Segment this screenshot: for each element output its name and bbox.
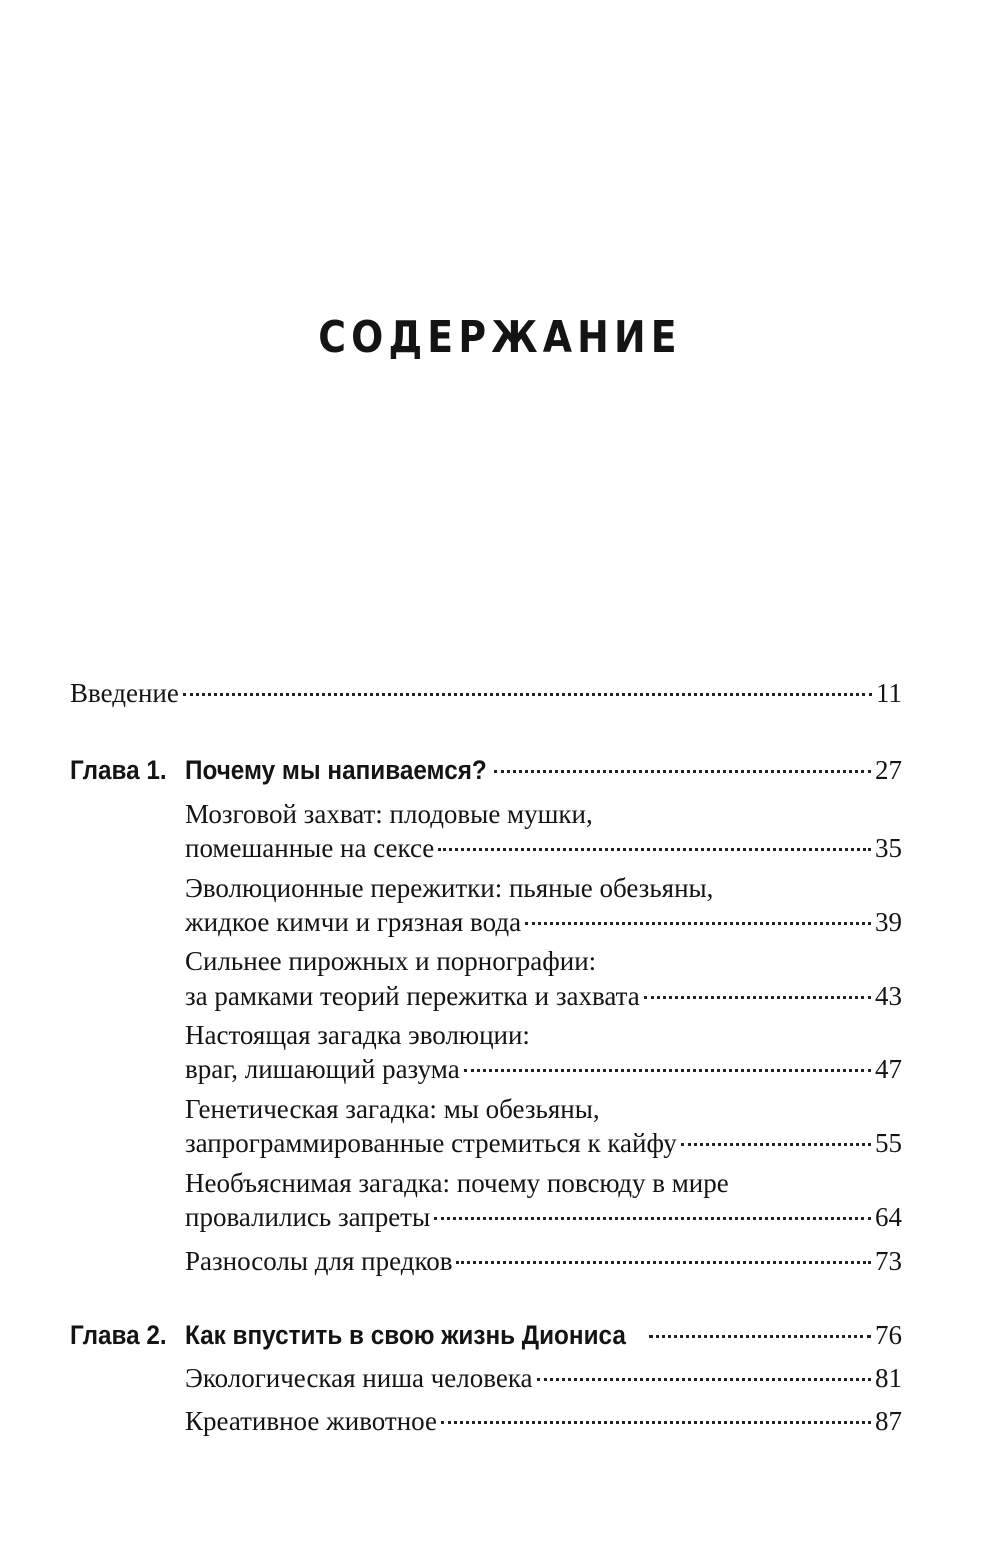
toc-entry-title: Введение (70, 678, 179, 708)
leader-dots (434, 1217, 871, 1220)
leader-dots (494, 770, 871, 773)
chapter-label: Глава 2. (70, 1320, 167, 1350)
section-page: 87 (875, 1406, 902, 1436)
section-title: помешанные на сексе (185, 833, 435, 863)
section-page: 47 (875, 1054, 902, 1084)
page-title: СОДЕРЖАНИЕ (318, 312, 682, 363)
leader-dots (183, 693, 872, 696)
section-title: жидкое кимчи и грязная вода (185, 907, 522, 937)
section-title: Настоящая загадка эволюции: (185, 1020, 530, 1050)
section-title: Эволюционные пережитки: пьяные обезьяны, (185, 873, 714, 903)
chapter-title: Как впустить в свою жизнь Диониса (185, 1320, 626, 1350)
leader-dots (441, 1421, 871, 1424)
section-page: 35 (875, 833, 902, 863)
toc-entry-page: 11 (876, 678, 902, 708)
leader-dots (456, 1261, 871, 1264)
section-title: Сильнее пирожных и порнографии: (185, 946, 597, 976)
section-page: 55 (875, 1128, 902, 1158)
chapter-page: 76 (875, 1320, 902, 1350)
section-title: запрограммированные стремиться к кайфу (185, 1128, 677, 1158)
section-title: Генетическая загадка: мы обезьяны, (185, 1094, 600, 1124)
leader-dots (681, 1143, 871, 1146)
section-title: враг, лишающий разума (185, 1054, 460, 1084)
section-title: Креативное животное (185, 1406, 437, 1436)
section-page: 73 (875, 1246, 902, 1276)
section-page: 43 (875, 981, 902, 1011)
section-title: провалились запреты (185, 1202, 431, 1232)
section-title: Разносолы для предков (185, 1246, 453, 1276)
leader-dots (649, 1335, 871, 1338)
chapter-label: Глава 1. (70, 755, 167, 785)
section-page: 39 (875, 907, 902, 937)
section-title: Необъяснимая загадка: почему повсюду в мире (185, 1168, 729, 1198)
leader-dots (464, 1069, 871, 1072)
chapter-title: Почему мы напиваемся? (185, 755, 487, 785)
section-title: Мозговой захват: плодовые мушки, (185, 799, 593, 829)
leader-dots (525, 922, 871, 925)
section-page: 64 (875, 1202, 902, 1232)
leader-dots (644, 996, 871, 999)
leader-dots (537, 1378, 871, 1381)
section-title: Экологическая ниша человека (185, 1363, 533, 1393)
chapter-page: 27 (875, 755, 902, 785)
section-page: 81 (875, 1363, 902, 1393)
leader-dots (438, 848, 871, 851)
section-title: за рамками теорий пережитка и захвата (185, 981, 640, 1011)
